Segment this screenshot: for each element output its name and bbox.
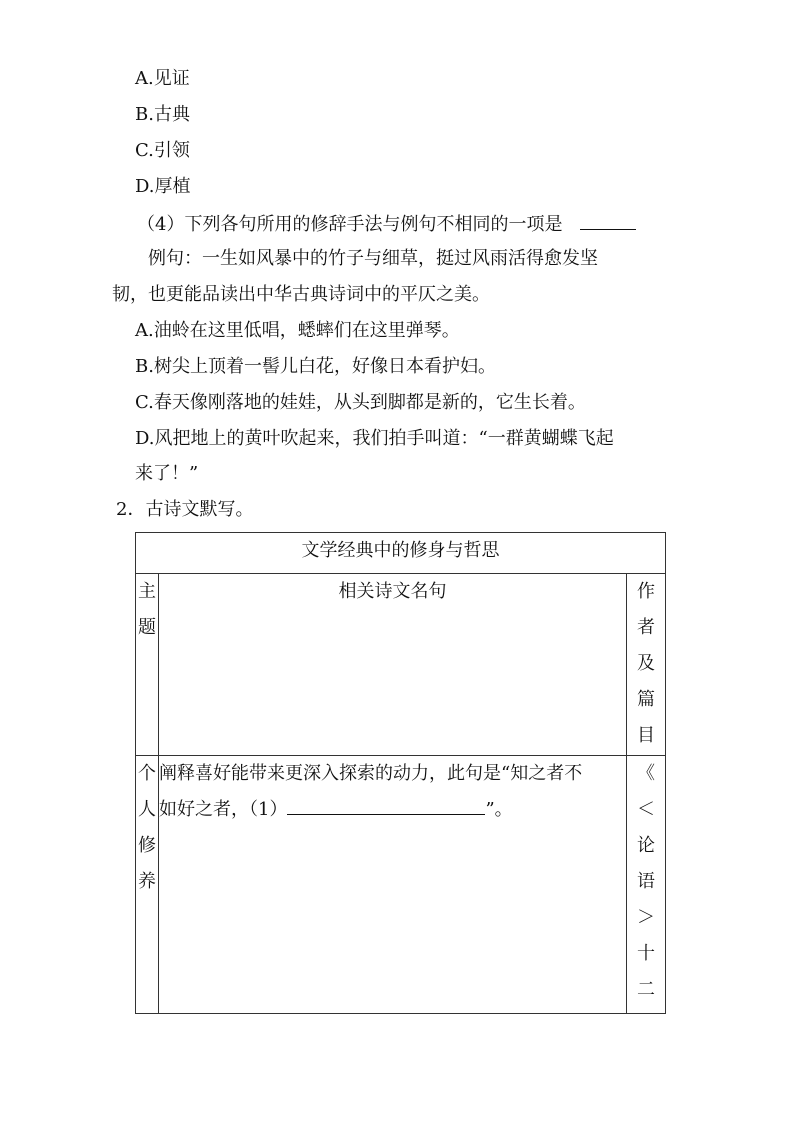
header-sentence: 相关诗文名句 <box>159 574 627 756</box>
row1-theme: 个 人 修 养 <box>136 756 159 1014</box>
table-title: 文学经典中的修身与哲思 <box>136 533 666 574</box>
table-title-row <box>136 533 666 574</box>
option-d-prev: D.厚植 <box>135 176 191 197</box>
q4-example-line1: 例句：一生如风暴中的竹子与细草，挺过风雨活得愈发坚 <box>148 248 598 269</box>
q4-stem: （4）下列各句所用的修辞手法与例句不相同的一项是 <box>137 211 636 237</box>
q4-option-b: B.树尖上顶着一髻儿白花，好像日本看护妇。 <box>135 356 496 377</box>
poetry-table <box>135 532 666 1014</box>
table-row <box>136 756 666 1014</box>
q4-option-d-continued: 来了！” <box>135 463 199 484</box>
q4-option-a: A.油蛉在这里低唱，蟋蟀们在这里弹琴。 <box>135 320 460 341</box>
row1-sentence: 阐释喜好能带来更深入探索的动力，此句是“知之者不 如好之者，（1） ”。 <box>159 756 627 1014</box>
row1-source: 《 ＜ 论 语 ＞ 十 二 <box>627 756 666 1014</box>
q4-answer-blank[interactable] <box>580 211 636 230</box>
header-theme: 主 题 <box>136 574 159 756</box>
q2-heading: 2．古诗文默写。 <box>116 499 254 520</box>
option-a-prev: A.见证 <box>135 68 190 89</box>
q4-option-c: C.春天像刚落地的娃娃，从头到脚都是新的，它生长着。 <box>135 392 586 413</box>
q4-option-d: D.风把地上的黄叶吹起来，我们拍手叫道：“一群黄蝴蝶飞起 <box>135 428 614 449</box>
q4-example-line2: 韧，也更能品读出中华古典诗词中的平仄之美。 <box>112 284 490 305</box>
option-b-prev: B.古典 <box>135 104 190 125</box>
row1-answer-blank-1[interactable] <box>287 796 485 815</box>
option-c-prev: C.引领 <box>135 140 190 161</box>
table-header-row <box>136 574 666 756</box>
header-author: 作 者 及 篇 目 <box>627 574 666 756</box>
